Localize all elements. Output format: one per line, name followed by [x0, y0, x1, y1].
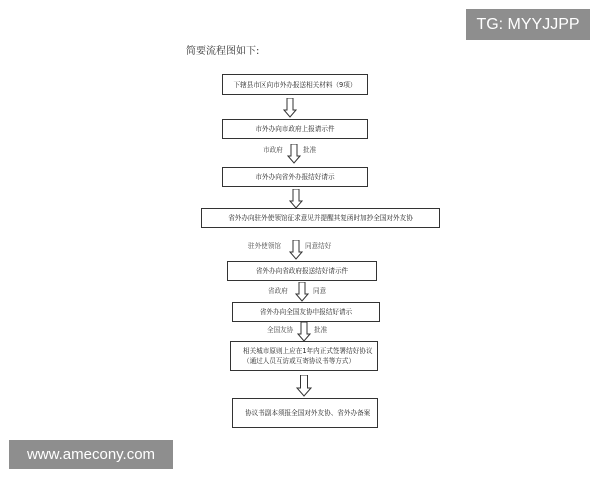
flow-note-3-left: 省政府: [268, 287, 288, 295]
down-arrow-icon: [296, 375, 312, 397]
flow-note-2-left: 驻外使领馆: [248, 242, 281, 250]
down-arrow-icon: [289, 240, 303, 260]
down-arrow-icon: [283, 98, 297, 118]
down-arrow-icon: [295, 282, 309, 302]
flow-step-5: 省外办向省政府报送结好请示件: [227, 261, 377, 281]
flow-note-4-left: 全国友协: [267, 326, 294, 334]
flow-step-6: 省外办向全国友协申报结好请示: [232, 302, 380, 322]
down-arrow-icon: [289, 189, 303, 209]
diagram-heading: 简要流程图如下:: [186, 46, 260, 57]
flow-step-4: 省外办向驻外使领馆征求意见并提醒其复函时加抄全国对外友协: [201, 208, 440, 228]
flow-step-2: 市外办向市政府上报请示件: [222, 119, 368, 139]
watermark-tag: TG: MYYJJPP: [466, 9, 590, 40]
flow-step-3: 市外办向省外办报结好请示: [222, 167, 368, 187]
flow-note-3-right: 同意: [313, 287, 327, 295]
down-arrow-icon: [297, 322, 311, 342]
flow-note-4-right: 批准: [314, 326, 328, 334]
watermark-site: www.amecony.com: [9, 440, 173, 469]
down-arrow-icon: [287, 144, 301, 164]
flow-step-1: 下辖县市区向市外办报送相关材料（9项）: [222, 74, 368, 95]
flow-step-8: 协议书副本须报全国对外友协、省外办备案: [232, 398, 378, 428]
flow-step-7: 相关城市原则上应在1年内正式签署结好协议（通过人员互访或互寄协议书等方式）: [230, 341, 378, 371]
flow-note-2-right: 同意结好: [305, 242, 332, 250]
flow-note-1-left: 市政府: [263, 146, 283, 154]
flow-note-1-right: 批准: [303, 146, 317, 154]
